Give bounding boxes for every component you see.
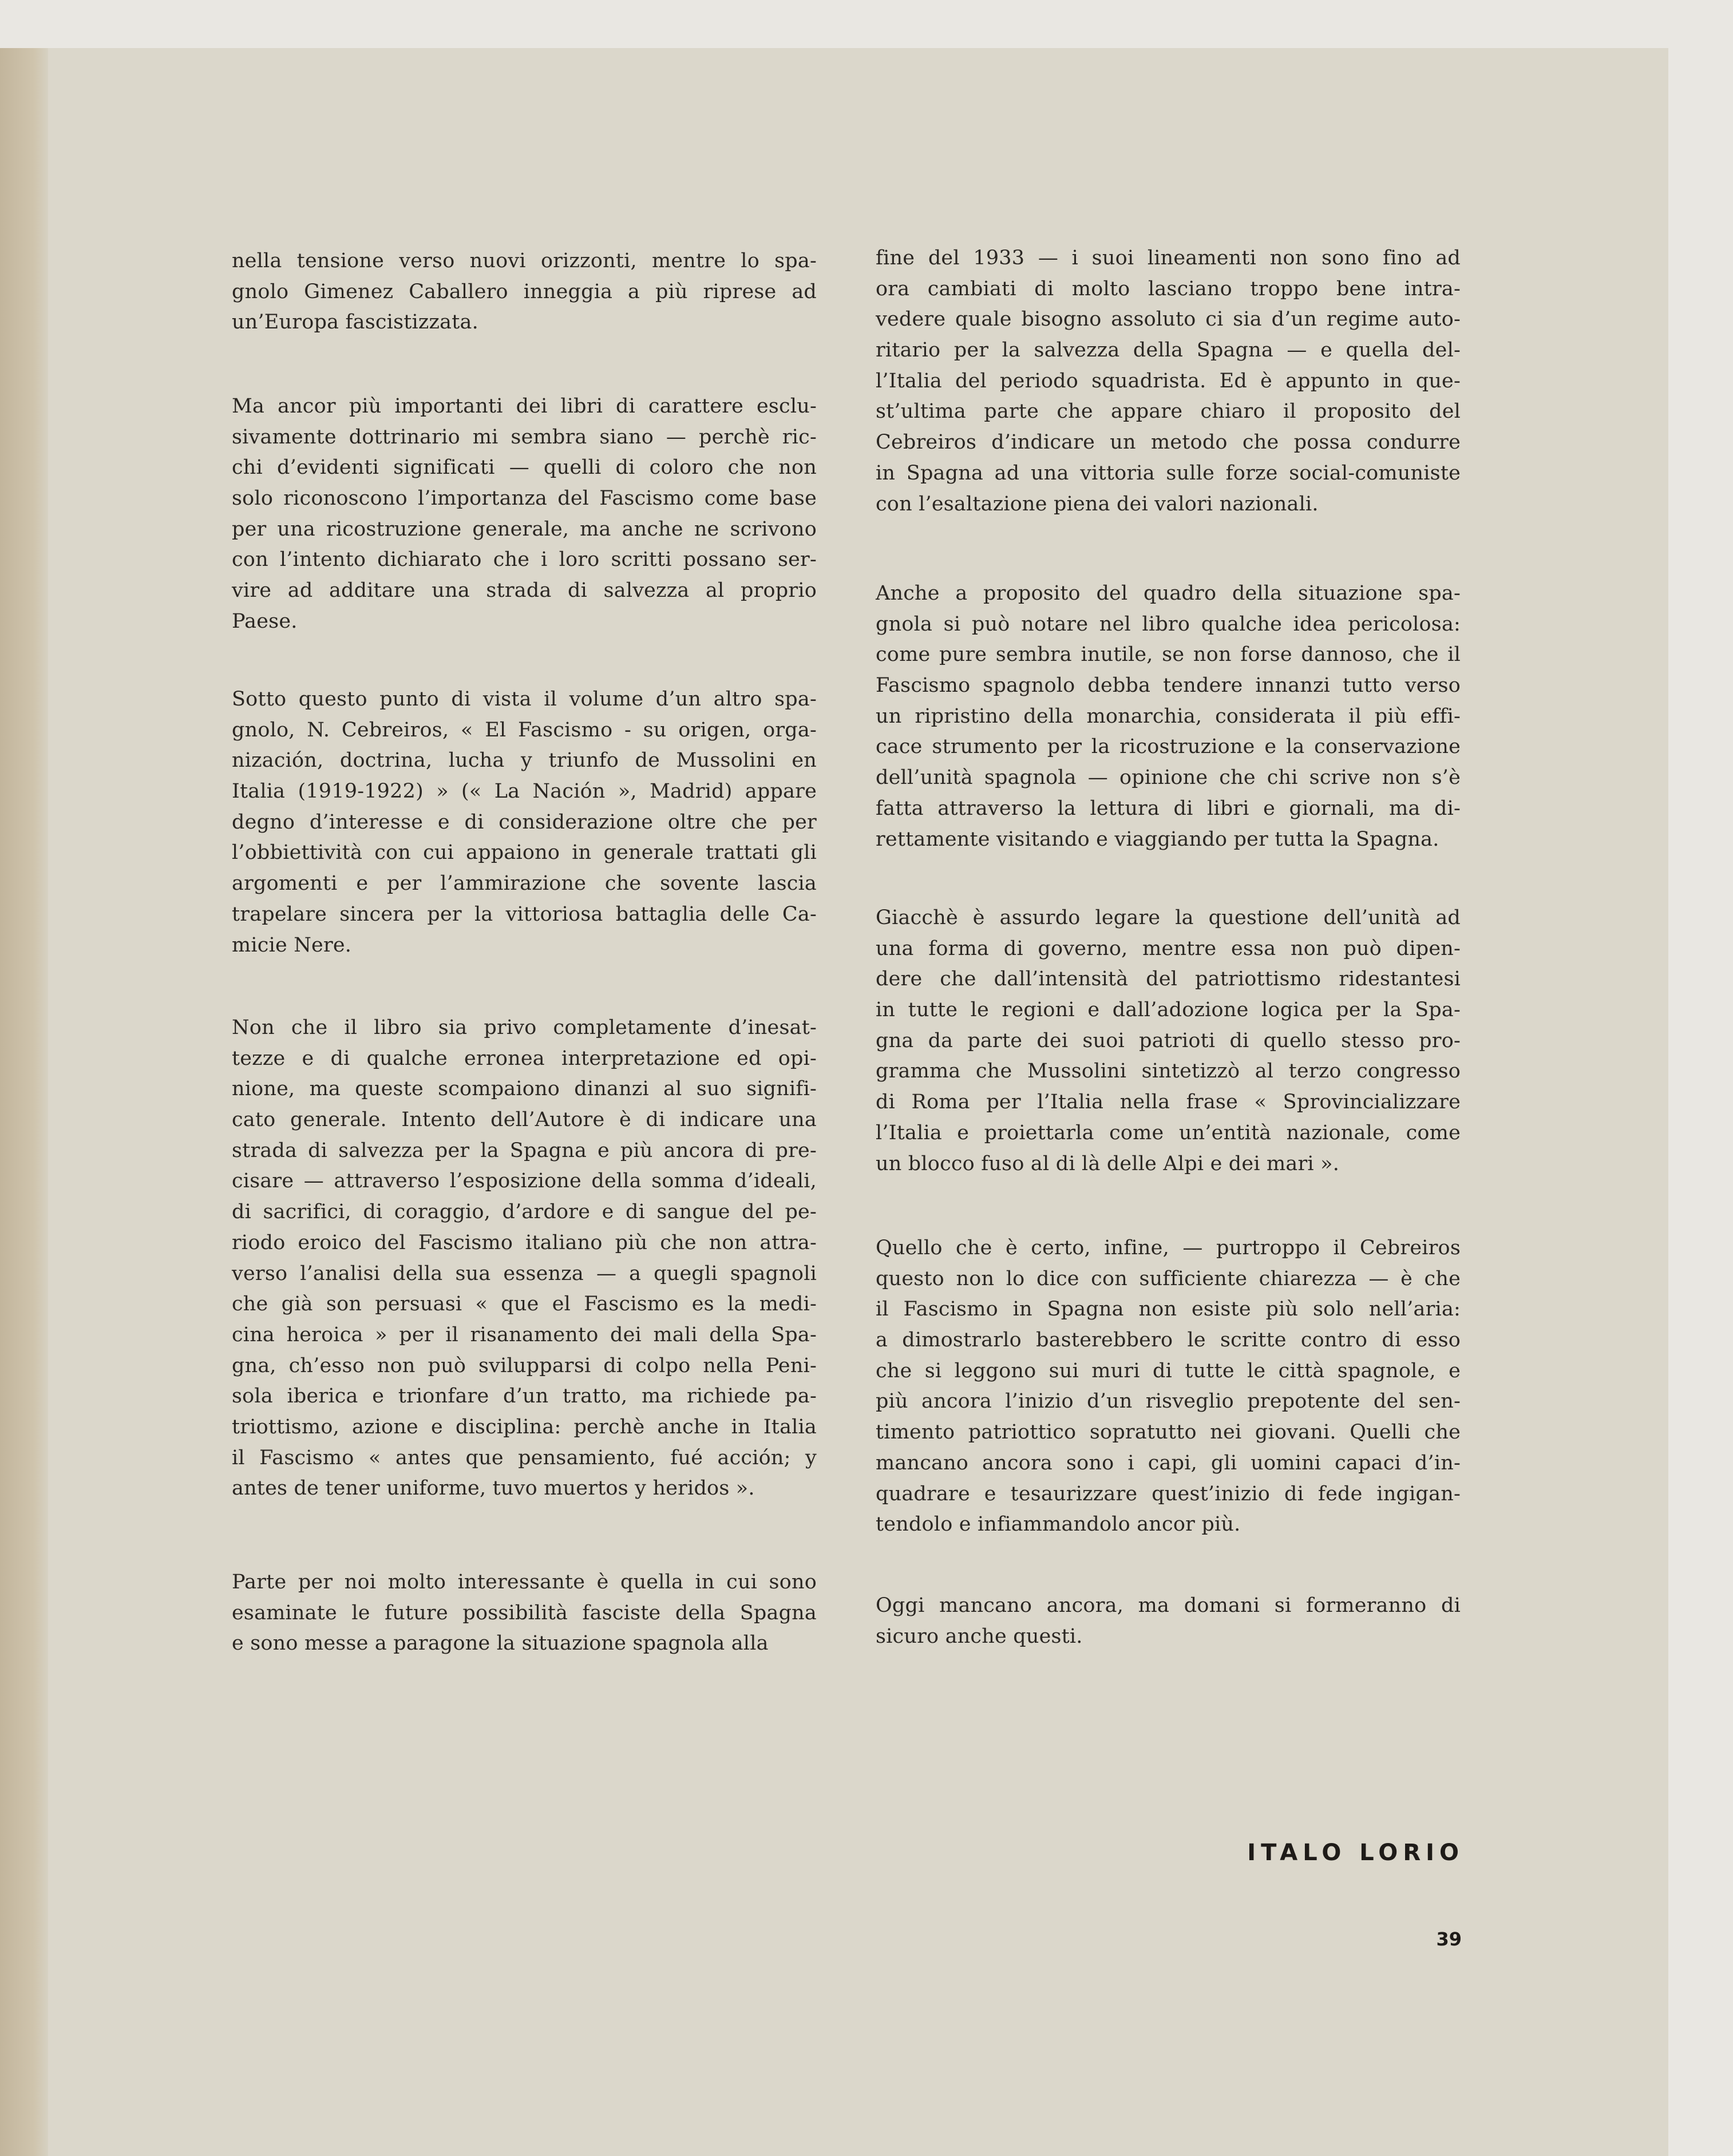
text-line: gramma che Mussolini sintetizzò al terzo congresso	[876, 1060, 1461, 1083]
text-line: Fascismo spagnolo debba tendere innanzi tutto verso	[876, 674, 1461, 697]
text-line: in Spagna ad una vittoria sulle forze social-comuniste	[876, 461, 1461, 485]
text-line: che si leggono sui muri di tutte le città spagnole, e	[876, 1359, 1461, 1382]
text-line: sicuro anche questi.	[876, 1624, 1083, 1648]
text-line: Sotto questo punto di vista il volume d’un altro spa-	[232, 688, 817, 711]
text-line: st’ultima parte che appare chiaro il proposito del	[876, 400, 1461, 423]
author-signature: ITALO LORIO	[1247, 1840, 1464, 1866]
text-line: a dimostrarlo basterebbero le scritte contro di esso	[876, 1329, 1461, 1352]
text-line: esaminate le future possibilità fasciste della Spagna	[232, 1601, 817, 1624]
paragraph	[876, 578, 1461, 855]
text-line: il Fascismo « antes que pensamiento, fué acción; y	[232, 1446, 817, 1469]
text-line: cina heroica » per il risanamento dei mali della Spa-	[232, 1323, 817, 1346]
text-line: il Fascismo in Spagna non esiste più solo nell’aria:	[876, 1298, 1461, 1321]
text-line: rettamente visitando e viaggiando per tutta la Spagna.	[876, 827, 1439, 851]
text-line: tezze e di qualche erronea interpretazione ed opi-	[232, 1047, 817, 1070]
text-line: dere che dall’intensità del patriottismo ridestantesi	[876, 968, 1461, 991]
text-line: Quello che è certo, infine, — purtroppo il Cebreiros	[876, 1236, 1461, 1259]
text-line: cato generale. Intento dell’Autore è di indicare una	[232, 1108, 817, 1132]
text-line: Anche a proposito del quadro della situazione spa-	[876, 582, 1461, 605]
text-line: trapelare sincera per la vittoriosa battaglia delle Ca-	[232, 902, 817, 926]
text-line: dell’unità spagnola — opinione che chi scrive non s’è	[876, 766, 1461, 790]
text-line: un blocco fuso al di là delle Alpi e dei mari ».	[876, 1152, 1340, 1175]
text-line: per una ricostruzione generale, ma anche ne scrivono	[232, 517, 817, 541]
text-line: fatta attraverso la lettura di libri e giornali, ma di-	[876, 796, 1461, 820]
text-line: come pure sembra inutile, se non forse dannoso, che il	[876, 643, 1461, 667]
text-line: l’obbiettività con cui appaiono in generale trattati gli	[232, 841, 817, 865]
page-number: 39	[1436, 1928, 1462, 1950]
text-line: verso l’analisi della sua essenza — a quegli spagnoli	[232, 1262, 817, 1285]
text-line: chi d’evidenti significati — quelli di coloro che non	[232, 456, 817, 479]
text-line: antes de tener uniforme, tuvo muertos y heridos ».	[232, 1477, 755, 1500]
text-line: micie Nere.	[232, 933, 352, 957]
text-line: gna, ch’esso non può svilupparsi di colpo nella Peni-	[232, 1354, 817, 1377]
paragraph	[232, 684, 817, 961]
text-line: tendolo e infiammandolo ancor più.	[876, 1513, 1241, 1536]
text-line: vire ad additare una strada di salvezza al proprio	[232, 579, 817, 603]
paragraph	[876, 1591, 1461, 1652]
text-line: con l’esaltazione piena dei valori nazionali.	[876, 492, 1319, 516]
text-line: ora cambiati di molto lasciano troppo bene intra-	[876, 277, 1461, 300]
text-line: Paese.	[232, 609, 298, 633]
text-line: fine del 1933 — i suoi lineamenti non sono fino ad	[876, 247, 1461, 270]
text-line: riodo eroico del Fascismo italiano più che non attra-	[232, 1231, 817, 1254]
text-line: con l’intento dichiarato che i loro scritti possano ser-	[232, 548, 817, 572]
paragraph	[232, 1013, 817, 1504]
text-line: gnolo Gimenez Caballero inneggia a più riprese ad	[232, 280, 817, 303]
text-line: vedere quale bisogno assoluto ci sia d’un regime auto-	[876, 308, 1461, 331]
text-line: cisare — attraverso l’esposizione della somma d’ideali,	[232, 1170, 817, 1193]
text-line: una forma di governo, mentre essa non può dipen-	[876, 937, 1461, 960]
text-line: mancano ancora sono i capi, gli uomini capaci d’in-	[876, 1451, 1461, 1475]
text-line: che già son persuasi « que el Fascismo es la medi-	[232, 1293, 817, 1316]
text-line: questo non lo dice con sufficiente chiarezza — è che	[876, 1267, 1461, 1290]
text-line: Cebreiros d’indicare un metodo che possa condurre	[876, 431, 1461, 454]
text-line: strada di salvezza per la Spagna e più ancora di pre-	[232, 1139, 817, 1162]
text-line: quadrare e tesaurizzare quest’inizio di fede ingigan-	[876, 1482, 1461, 1505]
text-line: sola iberica e trionfare d’un tratto, ma richiede pa-	[232, 1385, 817, 1408]
paragraph	[876, 903, 1461, 1179]
text-line: gnola si può notare nel libro qualche idea pericolosa:	[876, 612, 1461, 636]
text-line: e sono messe a paragone la situazione spagnola alla	[232, 1632, 769, 1655]
text-line: Italia (1919-1922) » (« La Nación », Madrid) appare	[232, 780, 817, 803]
text-line: nella tensione verso nuovi orizzonti, mentre lo spa-	[232, 249, 817, 272]
paragraph	[232, 1567, 817, 1659]
text-line: Giacchè è assurdo legare la questione dell’unità ad	[876, 906, 1461, 929]
paragraph	[876, 1233, 1461, 1540]
text-line: l’Italia e proiettarla come un’entità nazionale, come	[876, 1121, 1461, 1144]
text-line: gnolo, N. Cebreiros, « El Fascismo - su origen, orga-	[232, 718, 817, 742]
text-line: sivamente dottrinario mi sembra siano — perchè ric-	[232, 425, 817, 449]
binding-edge	[0, 48, 48, 2156]
text-line: solo riconoscono l’importanza del Fascismo come base	[232, 487, 817, 510]
paragraph	[232, 246, 817, 338]
text-line: ritario per la salvezza della Spagna — e quella del-	[876, 339, 1461, 362]
text-line: di sacrifici, di coraggio, d’ardore e di sangue del pe-	[232, 1200, 817, 1224]
text-line: nione, ma queste scompaiono dinanzi al suo signifi-	[232, 1077, 817, 1101]
text-line: triottismo, azione e disciplina: perchè anche in Italia	[232, 1415, 817, 1438]
text-line: un ripristino della monarchia, considerata il più effi-	[876, 704, 1461, 728]
text-line: Non che il libro sia privo completamente d’inesat-	[232, 1016, 817, 1039]
text-line: gna da parte dei suoi patrioti di quello stesso pro-	[876, 1029, 1461, 1052]
text-line: Oggi mancano ancora, ma domani si formeranno di	[876, 1594, 1461, 1617]
text-line: più ancora l’inizio d’un risveglio prepotente del sen-	[876, 1390, 1461, 1413]
text-line: l’Italia del periodo squadrista. Ed è appunto in que-	[876, 369, 1461, 393]
text-line: argomenti e per l’ammirazione che sovente lascia	[232, 872, 817, 895]
text-line: cace strumento per la ricostruzione e la conservazione	[876, 735, 1461, 759]
text-line: Parte per noi molto interessante è quella in cui sono	[232, 1571, 817, 1594]
text-line: in tutte le regioni e dall’adozione logica per la Spa-	[876, 998, 1461, 1022]
text-line: Ma ancor più importanti dei libri di carattere esclu-	[232, 395, 817, 418]
paragraph	[876, 243, 1461, 520]
text-line: degno d’interesse e di considerazione oltre che per	[232, 810, 817, 834]
paragraph	[232, 391, 817, 637]
text-line: nización, doctrina, lucha y triunfo de Mussolini en	[232, 749, 817, 772]
text-line: di Roma per l’Italia nella frase « Sprovincializzare	[876, 1091, 1461, 1114]
text-line: timento patriottico sopratutto nei giovani. Quelli che	[876, 1421, 1461, 1444]
text-line: un’Europa fascistizzata.	[232, 311, 478, 334]
